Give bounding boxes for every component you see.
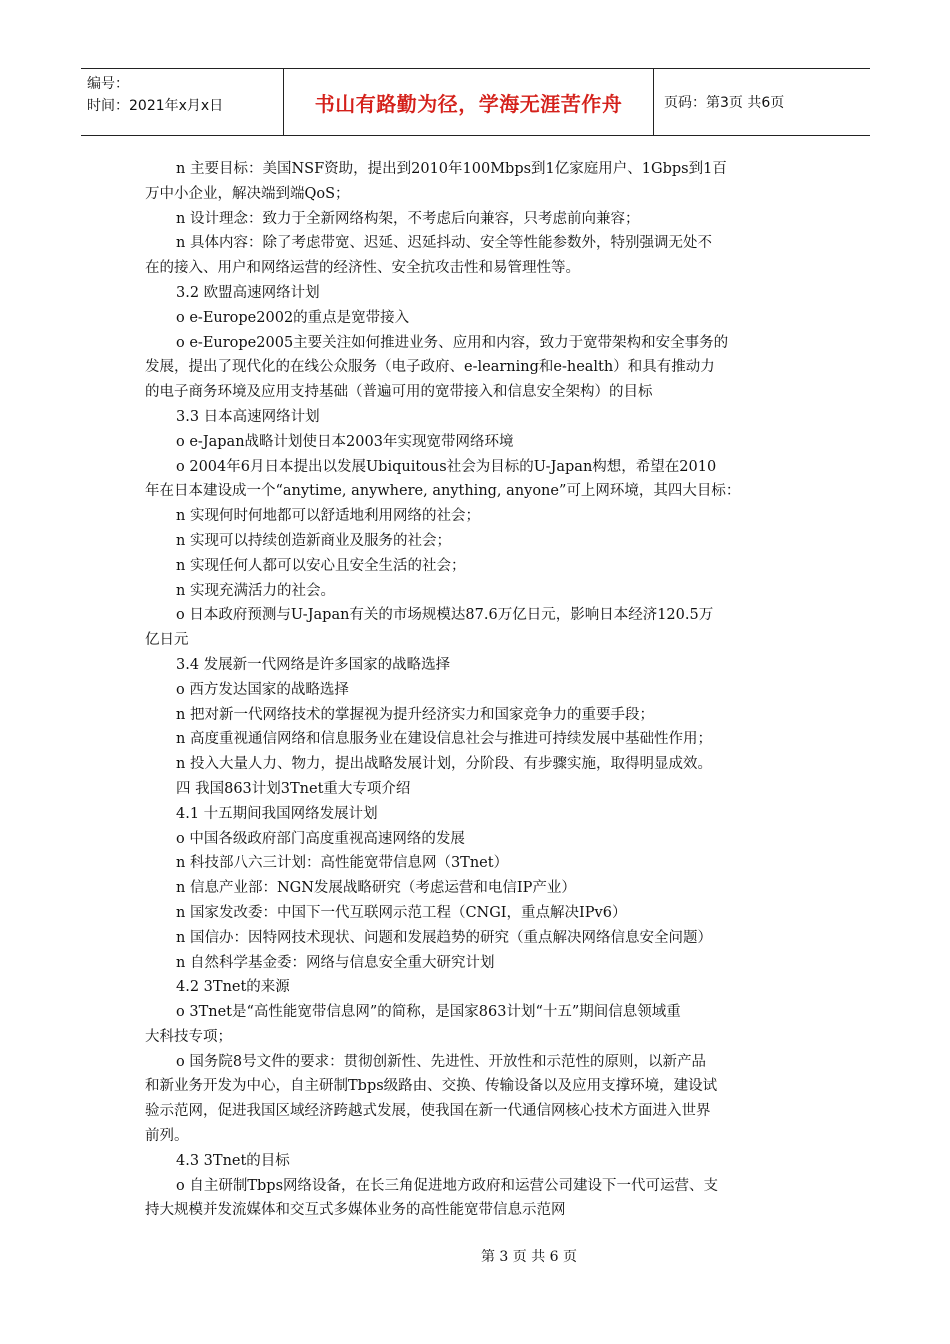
header-page-info: 页码：第3页 共6页	[664, 95, 785, 111]
text-line: o 国务院8号文件的要求：贯彻创新性、先进性、开放性和示范性的原则，以新产品	[176, 1053, 707, 1070]
page-header	[81, 68, 870, 136]
text-line: 4.2 3Tnet的来源	[176, 979, 290, 996]
header-meta	[81, 69, 283, 135]
text-line: o 西方发达国家的战略选择	[176, 681, 349, 698]
text-line: 的电子商务环境及应用支持基础（普遍可用的宽带接入和信息安全架构）的目标	[145, 384, 653, 401]
text-line: n 实现任何人都可以安心且安全生活的社会；	[176, 557, 466, 574]
text-line: n 高度重视通信网络和信息服务业在建设信息社会与推进可持续发展中基础性作用；	[176, 731, 712, 748]
text-line: 验示范网，促进我国区域经济跨越式发展，使我国在新一代通信网核心技术方面进入世界	[145, 1103, 711, 1120]
text-line: n 投入大量人力、物力，提出战略发展计划，分阶段、有步骤实施，取得明显成效。	[176, 756, 712, 773]
text-line: n 设计理念：致力于全新网络构架，不考虑后向兼容，只考虑前向兼容；	[176, 210, 640, 227]
text-line: n 实现何时何地都可以舒适地利用网络的社会；	[176, 508, 480, 525]
text-line: 四 我国863计划3Tnet重大专项介绍	[176, 780, 411, 797]
text-line: 3.3 日本高速网络计划	[176, 408, 320, 425]
text-line: n 国家发改委：中国下一代互联网示范工程（CNGI，重点解决IPv6）	[176, 904, 627, 921]
text-line: n 具体内容：除了考虑带宽、迟延、迟延抖动、安全等性能参数外，特别强调无处不	[176, 235, 712, 252]
text-line: o 自主研制Tbps网络设备，在长三角促进地方政府和运营公司建设下一代可运营、支	[176, 1177, 719, 1194]
text-line: n 国信办：因特网技术现状、问题和发展趋势的研究（重点解决网络信息安全问题）	[176, 929, 712, 946]
text-line: 4.3 3Tnet的目标	[176, 1152, 290, 1169]
page-footer: 第 3 页 共 6 页	[480, 1249, 578, 1265]
text-line: n 实现可以持续创造新商业及服务的社会；	[176, 532, 451, 549]
text-line: o e-Europe2002的重点是宽带接入	[176, 309, 410, 326]
document-body	[145, 157, 815, 1223]
text-line: 发展，提出了现代化的在线公众服务（电子政府、e-learning和e-health）和具有推动力	[145, 359, 715, 376]
text-line: o 2004年6月日本提出以发展Ubiquitous社会为目标的U-Japan构想，希望在2010	[176, 458, 717, 475]
text-line: n 主要目标：美国NSF资助，提出到2010年100Mbps到1亿家庭用户、1Gbps到1百	[176, 161, 727, 177]
text-line: n 自然科学基金委：网络与信息安全重大研究计划	[176, 954, 495, 971]
text-line: 4.1 十五期间我国网络发展计划	[176, 805, 378, 822]
text-line: 年在日本建设成一个“anytime, anywhere, anything, anyone”可上网环境，其四大目标：	[145, 483, 741, 500]
number-label: 编号：	[87, 76, 129, 92]
text-line: o 日本政府预测与U-Japan有关的市场规模达87.6万亿日元，影响日本经济120.5万	[176, 607, 714, 624]
text-line: 前列。	[145, 1128, 189, 1145]
text-line: 万中小企业，解决端到端QoS；	[145, 185, 350, 202]
header-motto: 书山有路勤为径，学海无涯苦作舟	[283, 69, 654, 135]
text-line: o 中国各级政府部门高度重视高速网络的发展	[176, 830, 465, 847]
text-line: 持大规模并发流媒体和交互式多媒体业务的高性能宽带信息示范网	[145, 1202, 566, 1219]
text-line: o e-Europe2005主要关注如何推进业务、应用和内容，致力于宽带架构和安全事务的	[176, 334, 729, 351]
time-label: 时间：2021年x月x日	[87, 98, 224, 114]
text-line: o 3Tnet是“高性能宽带信息网”的简称，是国家863计划“十五”期间信息领域重	[176, 1004, 681, 1021]
text-line: 在的接入、用户和网络运营的经济性、安全抗攻击性和易管理性等。	[145, 260, 580, 277]
text-line: 和新业务开发为中心，自主研制Tbps级路由、交换、传输设备以及应用支撑环境，建设试	[145, 1078, 718, 1095]
text-line: o e-Japan战略计划使日本2003年实现宽带网络环境	[176, 433, 514, 450]
text-line: n 科技部八六三计划：高性能宽带信息网（3Tnet）	[176, 855, 509, 872]
text-line: n 信息产业部：NGN发展战略研究（考虑运营和电信IP产业）	[176, 880, 576, 897]
text-line: n 实现充满活力的社会。	[176, 582, 335, 599]
text-line: 3.4 发展新一代网络是许多国家的战略选择	[176, 656, 451, 673]
text-line: 亿日元	[145, 632, 189, 649]
text-line: n 把对新一代网络技术的掌握视为提升经济实力和国家竞争力的重要手段；	[176, 706, 654, 723]
text-line: 3.2 欧盟高速网络计划	[176, 284, 320, 301]
text-line: 大科技专项；	[145, 1028, 232, 1045]
